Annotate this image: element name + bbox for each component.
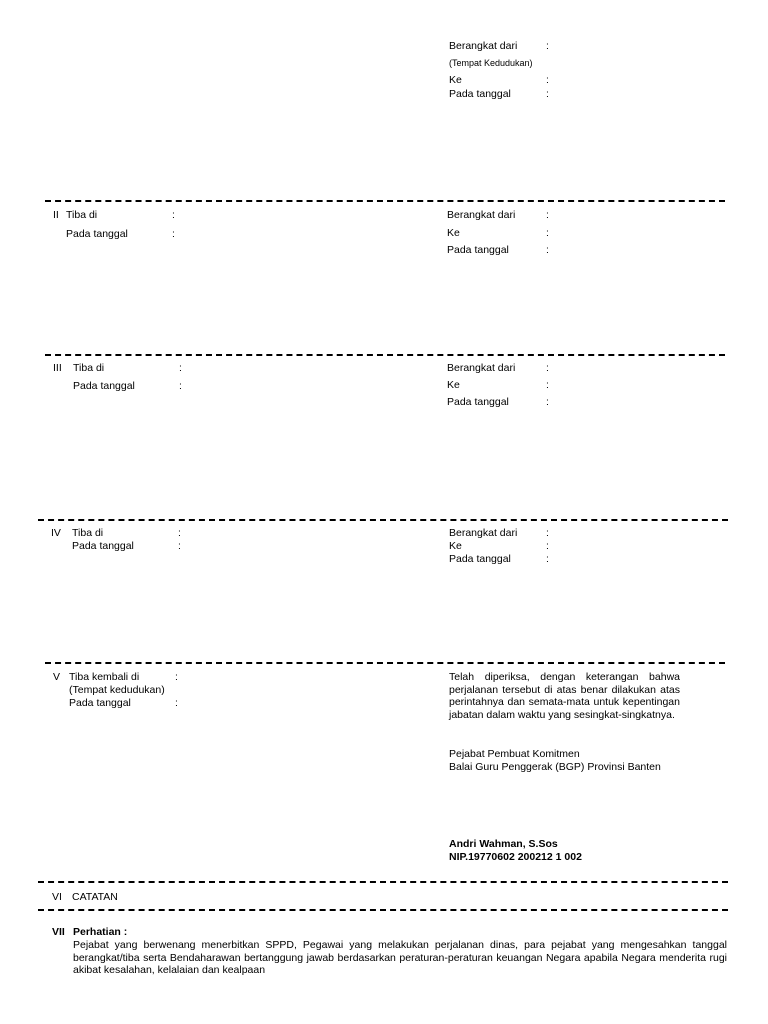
official-title: Pejabat Pembuat Komitmen xyxy=(449,748,580,760)
section-iii-numeral: III xyxy=(53,362,62,374)
section-iv-pada-tanggal-right-label: Pada tanggal xyxy=(449,553,511,565)
section-v-tempat-kedudukan-label: (Tempat kedudukan) xyxy=(69,684,165,696)
section-v-numeral: V xyxy=(53,671,61,683)
colon: : xyxy=(175,697,178,709)
section-vi-numeral: VI xyxy=(52,891,62,903)
colon: : xyxy=(546,227,549,239)
colon: : xyxy=(178,527,181,539)
colon: : xyxy=(172,228,175,240)
perhatian-text: Pejabat yang berwenang menerbitkan SPPD, Pegawai yang melakukan perjalanan dinas, para pejabat yang mengesahkan tanggal berangkat/tiba serta Bendaharawan bertanggung jawab berdasarkan peraturan-peraturan keuangan Negara apabila Negara menderita rugi akibat kesalahan, kelalaian dan kealpaan xyxy=(73,939,727,976)
section-v-pada-tanggal-label: Pada tanggal xyxy=(69,697,131,709)
section-iv-pada-tanggal-label: Pada tanggal xyxy=(72,540,134,552)
colon: : xyxy=(546,527,549,539)
section-ii-pada-tanggal-label: Pada tanggal xyxy=(66,228,128,240)
colon: : xyxy=(546,553,549,565)
section-ii-pada-tanggal-right-label: Pada tanggal xyxy=(447,244,509,256)
divider-dashed xyxy=(38,909,728,911)
section-iii-pada-tanggal-right-label: Pada tanggal xyxy=(447,396,509,408)
section-ii-ke-label: Ke xyxy=(447,227,460,239)
section-ii-numeral: II xyxy=(53,209,59,221)
colon: : xyxy=(172,209,175,221)
catatan-label: CATATAN xyxy=(72,891,118,903)
colon: : xyxy=(546,209,549,221)
colon: : xyxy=(546,88,549,100)
colon: : xyxy=(546,379,549,391)
section-v-tiba-kembali-label: Tiba kembali di xyxy=(69,671,140,683)
colon: : xyxy=(546,40,549,52)
official-nip: NIP.19770602 200212 1 002 xyxy=(449,851,582,863)
section-i-tempat-kedudukan-label: (Tempat Kedudukan) xyxy=(449,58,533,68)
section-i-ke-label: Ke xyxy=(449,74,462,86)
colon: : xyxy=(179,380,182,392)
colon: : xyxy=(175,671,178,683)
colon: : xyxy=(546,396,549,408)
section-i-berangkat-dari-label: Berangkat dari xyxy=(449,40,518,52)
section-vii-numeral: VII xyxy=(52,926,65,938)
institution-name: Balai Guru Penggerak (BGP) Provinsi Banten xyxy=(449,761,661,773)
section-iv-numeral: IV xyxy=(51,527,61,539)
divider-dashed xyxy=(38,881,728,883)
section-i-pada-tanggal-label: Pada tanggal xyxy=(449,88,511,100)
section-iii-tiba-di-label: Tiba di xyxy=(73,362,105,374)
section-iv-ke-label: Ke xyxy=(449,540,462,552)
colon: : xyxy=(546,244,549,256)
divider-dashed xyxy=(45,662,725,664)
section-ii-tiba-di-label: Tiba di xyxy=(66,209,98,221)
section-iii-pada-tanggal-label: Pada tanggal xyxy=(73,380,135,392)
divider-dashed xyxy=(45,200,725,202)
section-iii-ke-label: Ke xyxy=(447,379,460,391)
verification-statement: Telah diperiksa, dengan keterangan bahwa perjalanan tersebut di atas benar dilakukan atas perintahnya dan semata-mata untuk kepentingan jabatan dalam waktu yang sesingkat-singkatnya. xyxy=(449,671,680,721)
colon: : xyxy=(546,74,549,86)
divider-dashed xyxy=(45,354,725,356)
colon: : xyxy=(546,362,549,374)
section-iv-berangkat-dari-label: Berangkat dari xyxy=(449,527,518,539)
section-ii-berangkat-dari-label: Berangkat dari xyxy=(447,209,516,221)
section-iii-berangkat-dari-label: Berangkat dari xyxy=(447,362,516,374)
section-iv-tiba-di-label: Tiba di xyxy=(72,527,104,539)
colon: : xyxy=(179,362,182,374)
colon: : xyxy=(546,540,549,552)
colon: : xyxy=(178,540,181,552)
official-name: Andri Wahman, S.Sos xyxy=(449,838,558,850)
perhatian-title: Perhatian : xyxy=(73,926,128,938)
divider-dashed xyxy=(38,519,728,521)
